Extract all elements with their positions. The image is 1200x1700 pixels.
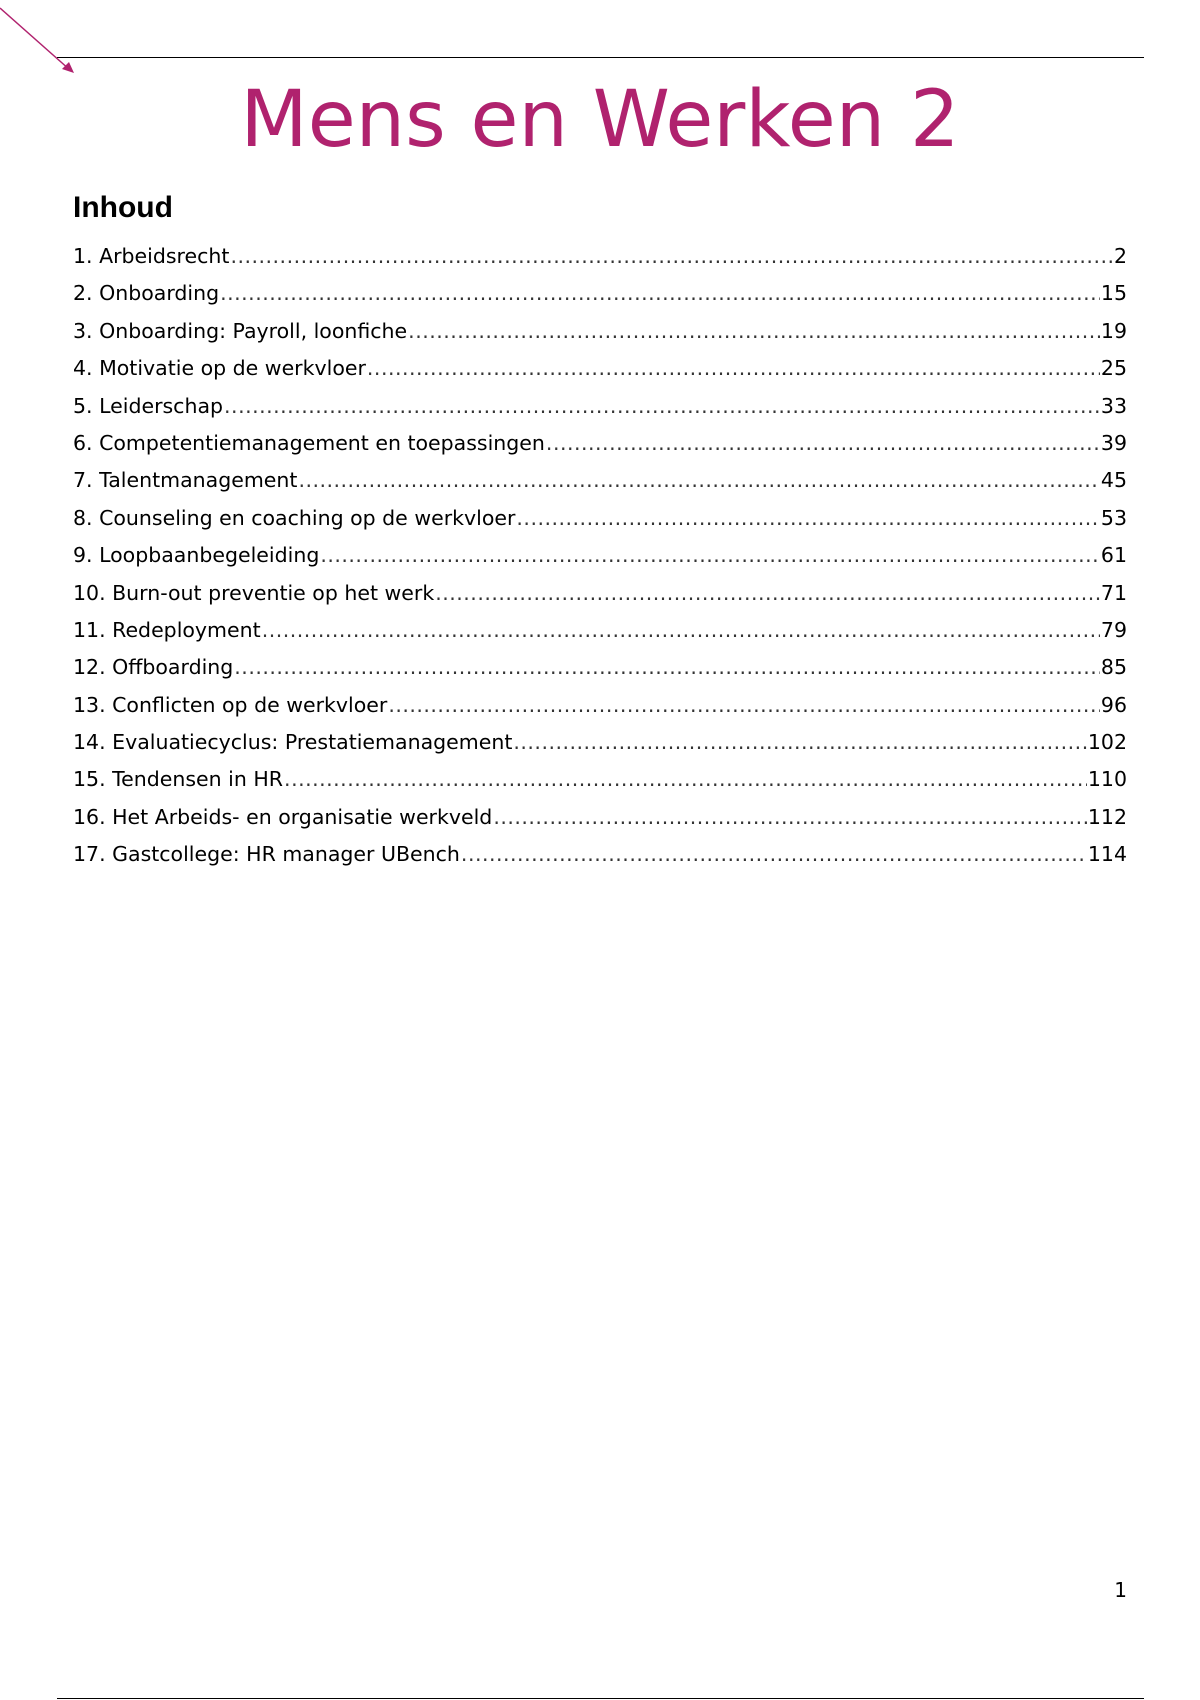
- toc-dot-leader: [262, 612, 1100, 649]
- toc-entry-page: 39: [1100, 430, 1127, 455]
- toc-entry[interactable]: [73, 238, 1127, 275]
- toc-entry[interactable]: [73, 388, 1127, 425]
- toc-entry-page: 79: [1100, 617, 1127, 642]
- toc-entry-label: 4. Motivatie op de werkvloer: [73, 356, 366, 381]
- toc-entry-page: 85: [1100, 655, 1127, 680]
- toc-entry-label: 14. Evaluatiecyclus: Prestatiemanagement: [73, 730, 513, 755]
- toc-entry[interactable]: [73, 313, 1127, 350]
- toc-entry-page: 112: [1087, 804, 1127, 829]
- toc-entry-label: 12. Offboarding: [73, 655, 234, 680]
- table-of-contents: [73, 238, 1127, 874]
- toc-entry-page: 102: [1087, 730, 1127, 755]
- toc-entry-label: 10. Burn-out preventie op het werk: [73, 580, 435, 605]
- toc-dot-leader: [435, 575, 1100, 612]
- toc-dot-leader: [320, 537, 1100, 574]
- toc-entry-page: 2: [1113, 244, 1127, 268]
- toc-entry-page: 71: [1100, 580, 1127, 605]
- toc-entry[interactable]: [73, 537, 1127, 574]
- toc-dot-leader: [493, 799, 1087, 836]
- page-number: 1: [1114, 1578, 1127, 1602]
- toc-entry-label: 8. Counseling en coaching op de werkvloer: [73, 505, 516, 530]
- toc-entry[interactable]: [73, 275, 1127, 312]
- toc-entry-page: 15: [1100, 281, 1127, 306]
- toc-entry-page: 45: [1100, 468, 1127, 493]
- toc-entry-page: 114: [1087, 842, 1127, 867]
- toc-entry-label: 9. Loopbaanbegeleiding: [73, 543, 320, 568]
- toc-entry[interactable]: [73, 425, 1127, 462]
- toc-dot-leader: [388, 687, 1100, 724]
- toc-dot-leader: [461, 836, 1087, 873]
- toc-dot-leader: [513, 724, 1086, 761]
- document-title: Mens en Werken 2: [240, 75, 960, 165]
- corner-arrow-icon: [0, 0, 80, 80]
- toc-entry[interactable]: [73, 836, 1127, 873]
- toc-dot-leader: [234, 649, 1100, 686]
- toc-entry[interactable]: [73, 500, 1127, 537]
- toc-entry-label: 13. Conflicten op de werkvloer: [73, 692, 388, 717]
- toc-entry[interactable]: [73, 350, 1127, 387]
- toc-entry-label: 11. Redeployment: [73, 617, 261, 642]
- toc-entry-page: 110: [1087, 767, 1127, 792]
- toc-entry[interactable]: [73, 761, 1127, 798]
- toc-dot-leader: [224, 388, 1100, 425]
- toc-entry-label: 15. Tendensen in HR: [73, 767, 284, 792]
- toc-entry-label: 7. Talentmanagement: [73, 468, 298, 493]
- toc-entry-page: 53: [1100, 505, 1127, 530]
- toc-dot-leader: [298, 462, 1099, 499]
- toc-entry[interactable]: [73, 575, 1127, 612]
- toc-entry-page: 61: [1100, 543, 1127, 568]
- toc-entry-label: 5. Leiderschap: [73, 393, 224, 418]
- toc-entry-label: 6. Competentiemanagement en toepassingen: [73, 430, 545, 455]
- toc-entry[interactable]: [73, 799, 1127, 836]
- header-rule: [57, 57, 1144, 58]
- toc-dot-leader: [284, 761, 1087, 798]
- toc-entry-page: 96: [1100, 692, 1127, 717]
- toc-entry-page: 33: [1100, 393, 1127, 418]
- toc-entry-label: 2. Onboarding: [73, 281, 220, 306]
- toc-dot-leader: [367, 350, 1100, 387]
- toc-entry[interactable]: [73, 462, 1127, 499]
- toc-dot-leader: [230, 238, 1113, 275]
- toc-entry-label: 17. Gastcollege: HR manager UBench: [73, 842, 460, 867]
- toc-entry-label: 3. Onboarding: Payroll, loonfiche: [73, 318, 408, 343]
- toc-entry[interactable]: [73, 649, 1127, 686]
- footer-rule: [57, 1698, 1144, 1699]
- toc-dot-leader: [220, 275, 1100, 312]
- toc-entry[interactable]: [73, 724, 1127, 761]
- toc-dot-leader: [546, 425, 1100, 462]
- toc-entry-label: 1. Arbeidsrecht: [73, 244, 230, 268]
- toc-dot-leader: [516, 500, 1100, 537]
- toc-entry[interactable]: [73, 612, 1127, 649]
- toc-heading: Inhoud: [73, 191, 173, 224]
- toc-entry-label: 16. Het Arbeids- en organisatie werkveld: [73, 804, 493, 829]
- toc-entry-page: 25: [1100, 356, 1127, 381]
- toc-entry[interactable]: [73, 687, 1127, 724]
- toc-dot-leader: [408, 313, 1100, 350]
- toc-entry-page: 19: [1100, 318, 1127, 343]
